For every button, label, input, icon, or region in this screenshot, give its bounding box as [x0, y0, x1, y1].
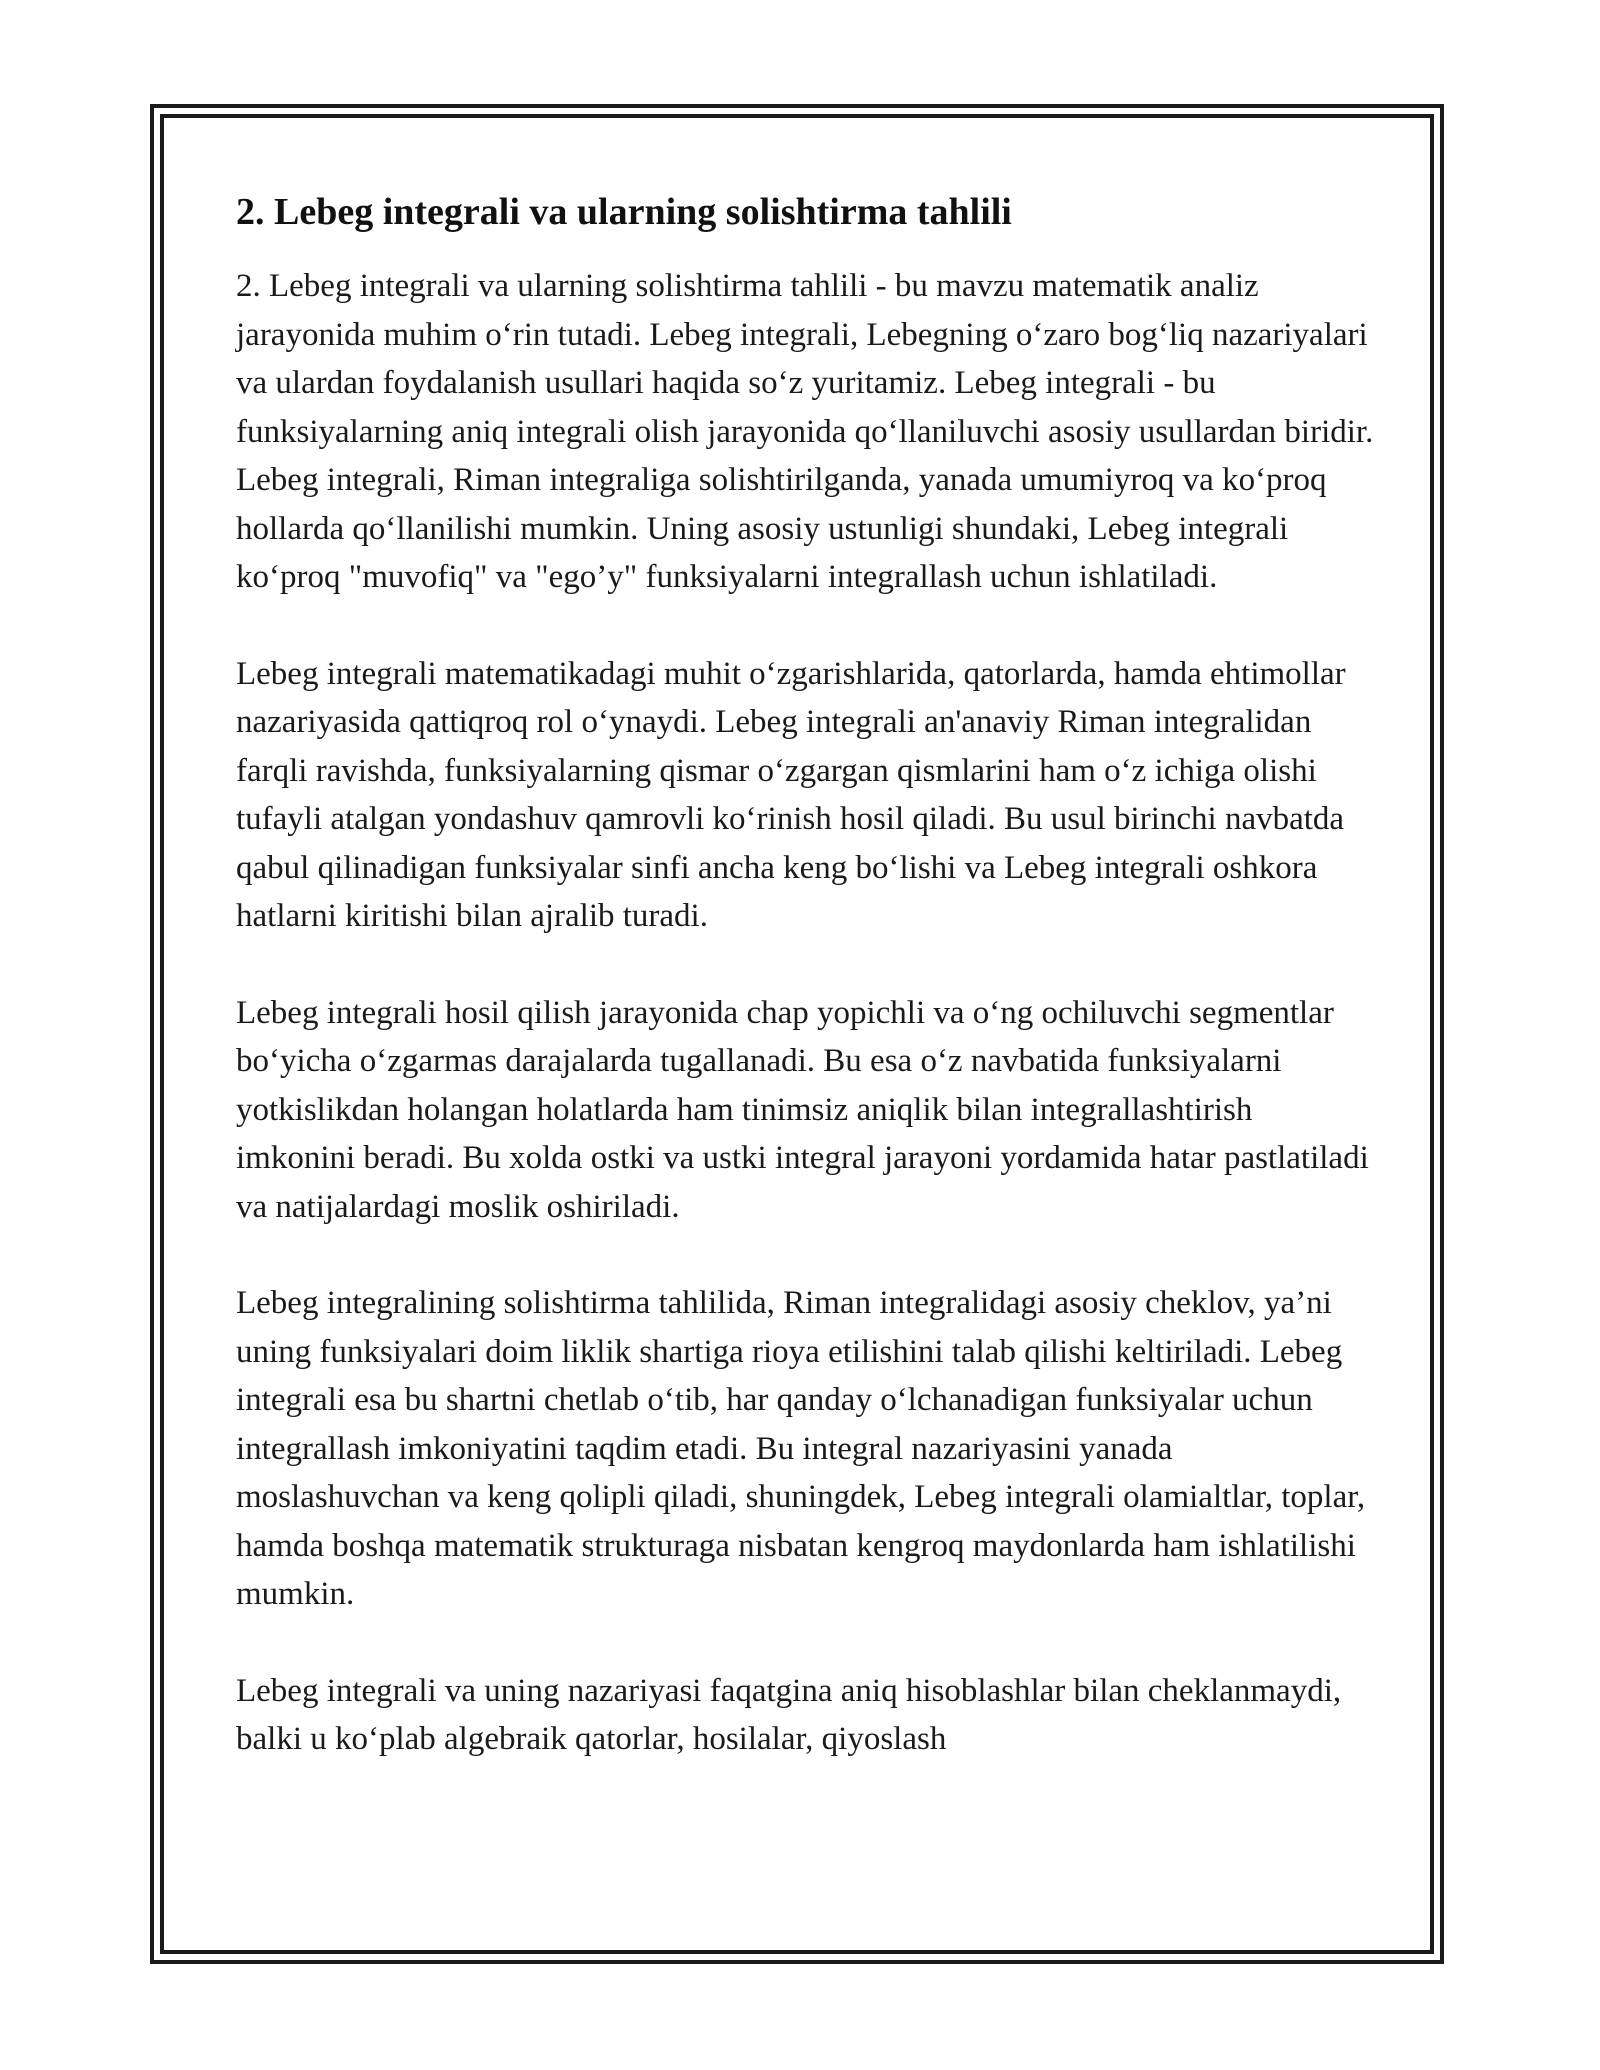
paragraph-comparison: Lebeg integralining solishtirma tahlilida, Riman integralidagi asosiy cheklov, ya’ni uning funksiyalari doim liklik shartiga rioya etilishini talab qilishi keltiriladi. Lebeg integrali esa bu shartni chetlab o‘tib, har qanday o‘lchanadigan funksiyalar uchun integrallash imkoniyatini taqdim etadi. Bu integral nazariyasini yanada moslashuvchan va keng qolipli qiladi, shuningdek, Lebeg integrali olamialtlar, toplar, hamda boshqa matematik strukturaga nisbatan kengroq maydonlarda ham ishlatilishi mumkin.: [236, 1285, 1366, 1612]
section-title: 2. Lebeg integrali va ularning solishtirma tahlili: [236, 191, 1012, 233]
page-content: [236, 186, 1376, 1812]
paragraph-theory: Lebeg integrali va uning nazariyasi faqatgina aniq hisoblashlar bilan cheklanmaydi, balki u ko‘plab algebraik qatorlar, hosilalar, qiyoslash: [236, 1672, 1342, 1757]
paragraph-construction: Lebeg integrali hosil qilish jarayonida chap yopichli va o‘ng ochiluvchi segmentlar bo‘yicha o‘zgarmas darajalarda tugallanadi. Bu esa o‘z navbatida funksiyalarni yotkislikdan holangan holatlarda ham tinimsiz aniqlik bilan integrallashtirish imkonini beradi. Bu xolda ostki va ustki integral jarayoni yordamida hatar pastlatiladi va natijalardagi moslik oshiriladi.: [236, 994, 1369, 1225]
paragraph-intro: 2. Lebeg integrali va ularning solishtirma tahlili - bu mavzu matematik analiz jarayonida muhim o‘rin tutadi. Lebeg integrali, Lebegning o‘zaro bog‘liq nazariyalari va ulardan foydalanish usullari haqida so‘z yuritamiz. Lebeg integrali - bu funksiyalarning aniq integrali olish jarayonida qo‘llaniluvchi asosiy usullardan biridir. Lebeg integrali, Riman integraliga solishtirilganda, yanada umumiyroq va ko‘proq hollarda qo‘llanilishi mumkin. Uning asosiy ustunligi shundaki, Lebeg integrali ko‘proq "muvofiq" va "ego’y" funksiyalarni integrallash uchun ishlatiladi.: [236, 268, 1374, 595]
paragraph-applications: Lebeg integrali matematikadagi muhit o‘zgarishlarida, qatorlarda, hamda ehtimollar nazariyasida qattiqroq rol o‘ynaydi. Lebeg integrali an'anaviy Riman integralidan farqli ravishda, funksiyalarning qismar o‘zgargan qismlarini ham o‘z ichiga olishi tufayli atalgan yondashuv qamrovli ko‘rinish hosil qiladi. Bu usul birinchi navbatda qabul qilinadigan funksiyalar sinfi ancha keng bo‘lishi va Lebeg integrali oshkora hatlarni kiritishi bilan ajralib turadi.: [236, 655, 1346, 934]
